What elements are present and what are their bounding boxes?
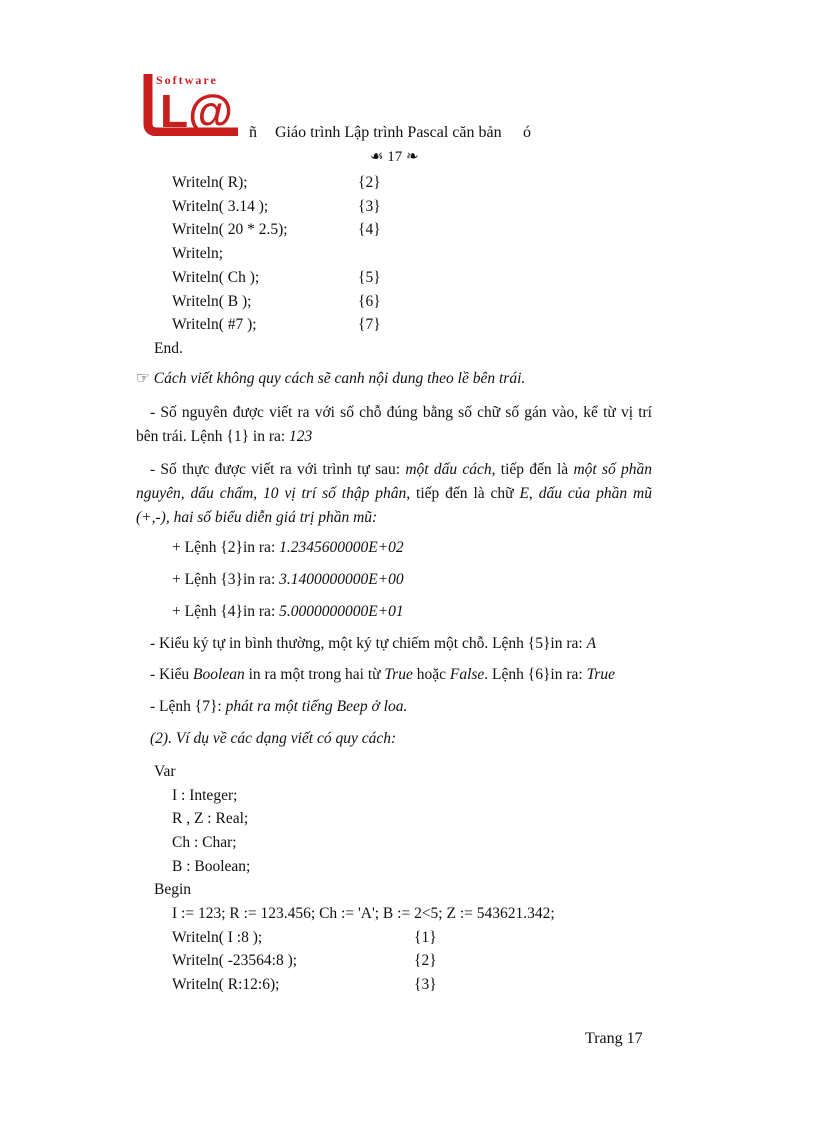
code-line — [172, 246, 223, 262]
example-heading: (2). Ví dụ về các dạng viết có quy cách: — [150, 730, 397, 747]
beep-note-text: phát ra một tiếng Beep ở loa. — [225, 698, 408, 715]
code-line — [172, 317, 257, 333]
command-3-output — [172, 572, 404, 588]
boolean-note-text-3: hoặc — [416, 666, 446, 683]
command-4-output — [172, 604, 404, 620]
page-number: Trang 17 — [585, 1030, 643, 1047]
boolean-note — [150, 667, 615, 683]
code-decl: Ch : Char; — [172, 834, 237, 851]
header-right-mark: ó — [523, 124, 531, 141]
code-tag: {7} — [358, 316, 381, 333]
real-note-text-4: một số phần nguyên, dấu chấm, 10 vị trí số thập phân, — [136, 461, 653, 502]
code-tag: {2} — [358, 174, 381, 191]
page-marker-right-ornament: ❧ — [405, 149, 419, 165]
code-line — [172, 199, 268, 215]
code-begin: Begin — [154, 881, 192, 898]
boolean-note-true: True — [384, 666, 413, 683]
code-tag: {1} — [414, 929, 437, 946]
code-tag: {3} — [358, 198, 381, 215]
boolean-note-text-1: - Kiểu — [150, 666, 190, 683]
boolean-note-value: True — [586, 666, 615, 683]
code-decl: I : Integer; — [172, 787, 238, 804]
logo-mark-text: L@ — [160, 85, 233, 136]
boolean-note-keyword: Boolean — [193, 666, 245, 683]
command-2-value: 1.2345600000E+02 — [279, 539, 404, 556]
real-note — [136, 458, 652, 530]
command-4-label: + Lệnh {4}in ra: — [172, 603, 276, 620]
code-line — [172, 222, 288, 238]
code-text: Writeln( B ); — [172, 293, 252, 310]
real-note-text-3: , tiếp đến là — [491, 461, 569, 478]
code-tag: {4} — [358, 221, 381, 238]
code-line — [172, 270, 259, 286]
beep-note — [150, 699, 407, 715]
command-4-value: 5.0000000000E+01 — [279, 603, 404, 620]
integer-note-value: 123 — [289, 428, 313, 445]
code-text: Writeln( #7 ); — [172, 316, 257, 333]
code-tag: {6} — [358, 293, 381, 310]
command-2-output — [172, 540, 404, 556]
page-marker-left-ornament: ☙ — [370, 149, 384, 165]
boolean-note-text-4: . Lệnh {6}in ra: — [484, 666, 583, 683]
real-note-text-2: một dấu cách — [405, 461, 492, 478]
code-decl: R , Z : Real; — [172, 810, 249, 827]
code-line: Writeln( -23564:8 ); — [172, 952, 298, 969]
code-text: Writeln( 3.14 ); — [172, 198, 269, 215]
command-3-label: + Lệnh {3}in ra: — [172, 571, 276, 588]
code-text: Writeln; — [172, 245, 224, 262]
code-text: Writeln( Ch ); — [172, 269, 260, 286]
code-line — [172, 175, 248, 191]
rule-heading-text: Cách viết không quy cách sẽ canh nội dung theo lề bên trái. — [153, 370, 526, 387]
code-line — [172, 294, 251, 310]
char-note-value: A — [586, 635, 597, 652]
code-end: End. — [154, 340, 183, 357]
code-line: Writeln( I :8 ); — [172, 929, 263, 946]
code-assign: I := 123; R := 123.456; Ch := 'A'; B := 2<5; Z := 543621.342; — [172, 905, 555, 922]
rule-heading — [136, 371, 525, 387]
integer-note-text: - Số nguyên được viết ra với số chỗ đúng bằng số chữ số gán vào, kể từ vị trí bên trái. Lệnh {1} in ra: — [136, 404, 652, 445]
command-2-label: + Lệnh {2}in ra: — [172, 539, 276, 556]
code-line: Writeln( R:12:6); — [172, 976, 280, 993]
code-text: Writeln( 20 * 2.5); — [172, 221, 288, 238]
page-marker-number: 17 — [387, 149, 403, 165]
integer-note — [136, 401, 652, 449]
header-left-mark: ñ — [249, 124, 257, 141]
boolean-note-text-2: in ra một trong hai từ — [248, 666, 381, 683]
pointing-hand-icon: ☞ — [136, 370, 150, 387]
real-note-text-6: E, dấu của phần mũ (+,-), hai số biểu diễn giá trị phần mũ: — [136, 485, 652, 526]
command-3-value: 3.1400000000E+00 — [279, 571, 404, 588]
software-logo — [134, 70, 246, 136]
code-decl: B : Boolean; — [172, 858, 251, 875]
header-title: Giáo trình Lập trình Pascal căn bản — [275, 124, 502, 141]
code-tag: {5} — [358, 269, 381, 286]
boolean-note-false: False — [449, 666, 485, 683]
char-note — [150, 636, 596, 652]
code-tag: {2} — [414, 952, 437, 969]
beep-note-label: - Lệnh {7}: — [150, 698, 222, 715]
code-tag: {3} — [414, 976, 437, 993]
code-var: Var — [154, 763, 176, 780]
real-note-text-1: - Số thực được viết ra với trình tự sau: — [150, 461, 401, 478]
logo-software-text: Software — [156, 73, 218, 87]
char-note-text: - Kiểu ký tự in bình thường, một ký tự chiếm một chỗ. Lệnh {5}in ra: — [150, 635, 583, 652]
page-marker — [370, 150, 419, 165]
code-text: Writeln( R); — [172, 174, 248, 191]
real-note-text-5: tiếp đến là chữ — [416, 485, 514, 502]
